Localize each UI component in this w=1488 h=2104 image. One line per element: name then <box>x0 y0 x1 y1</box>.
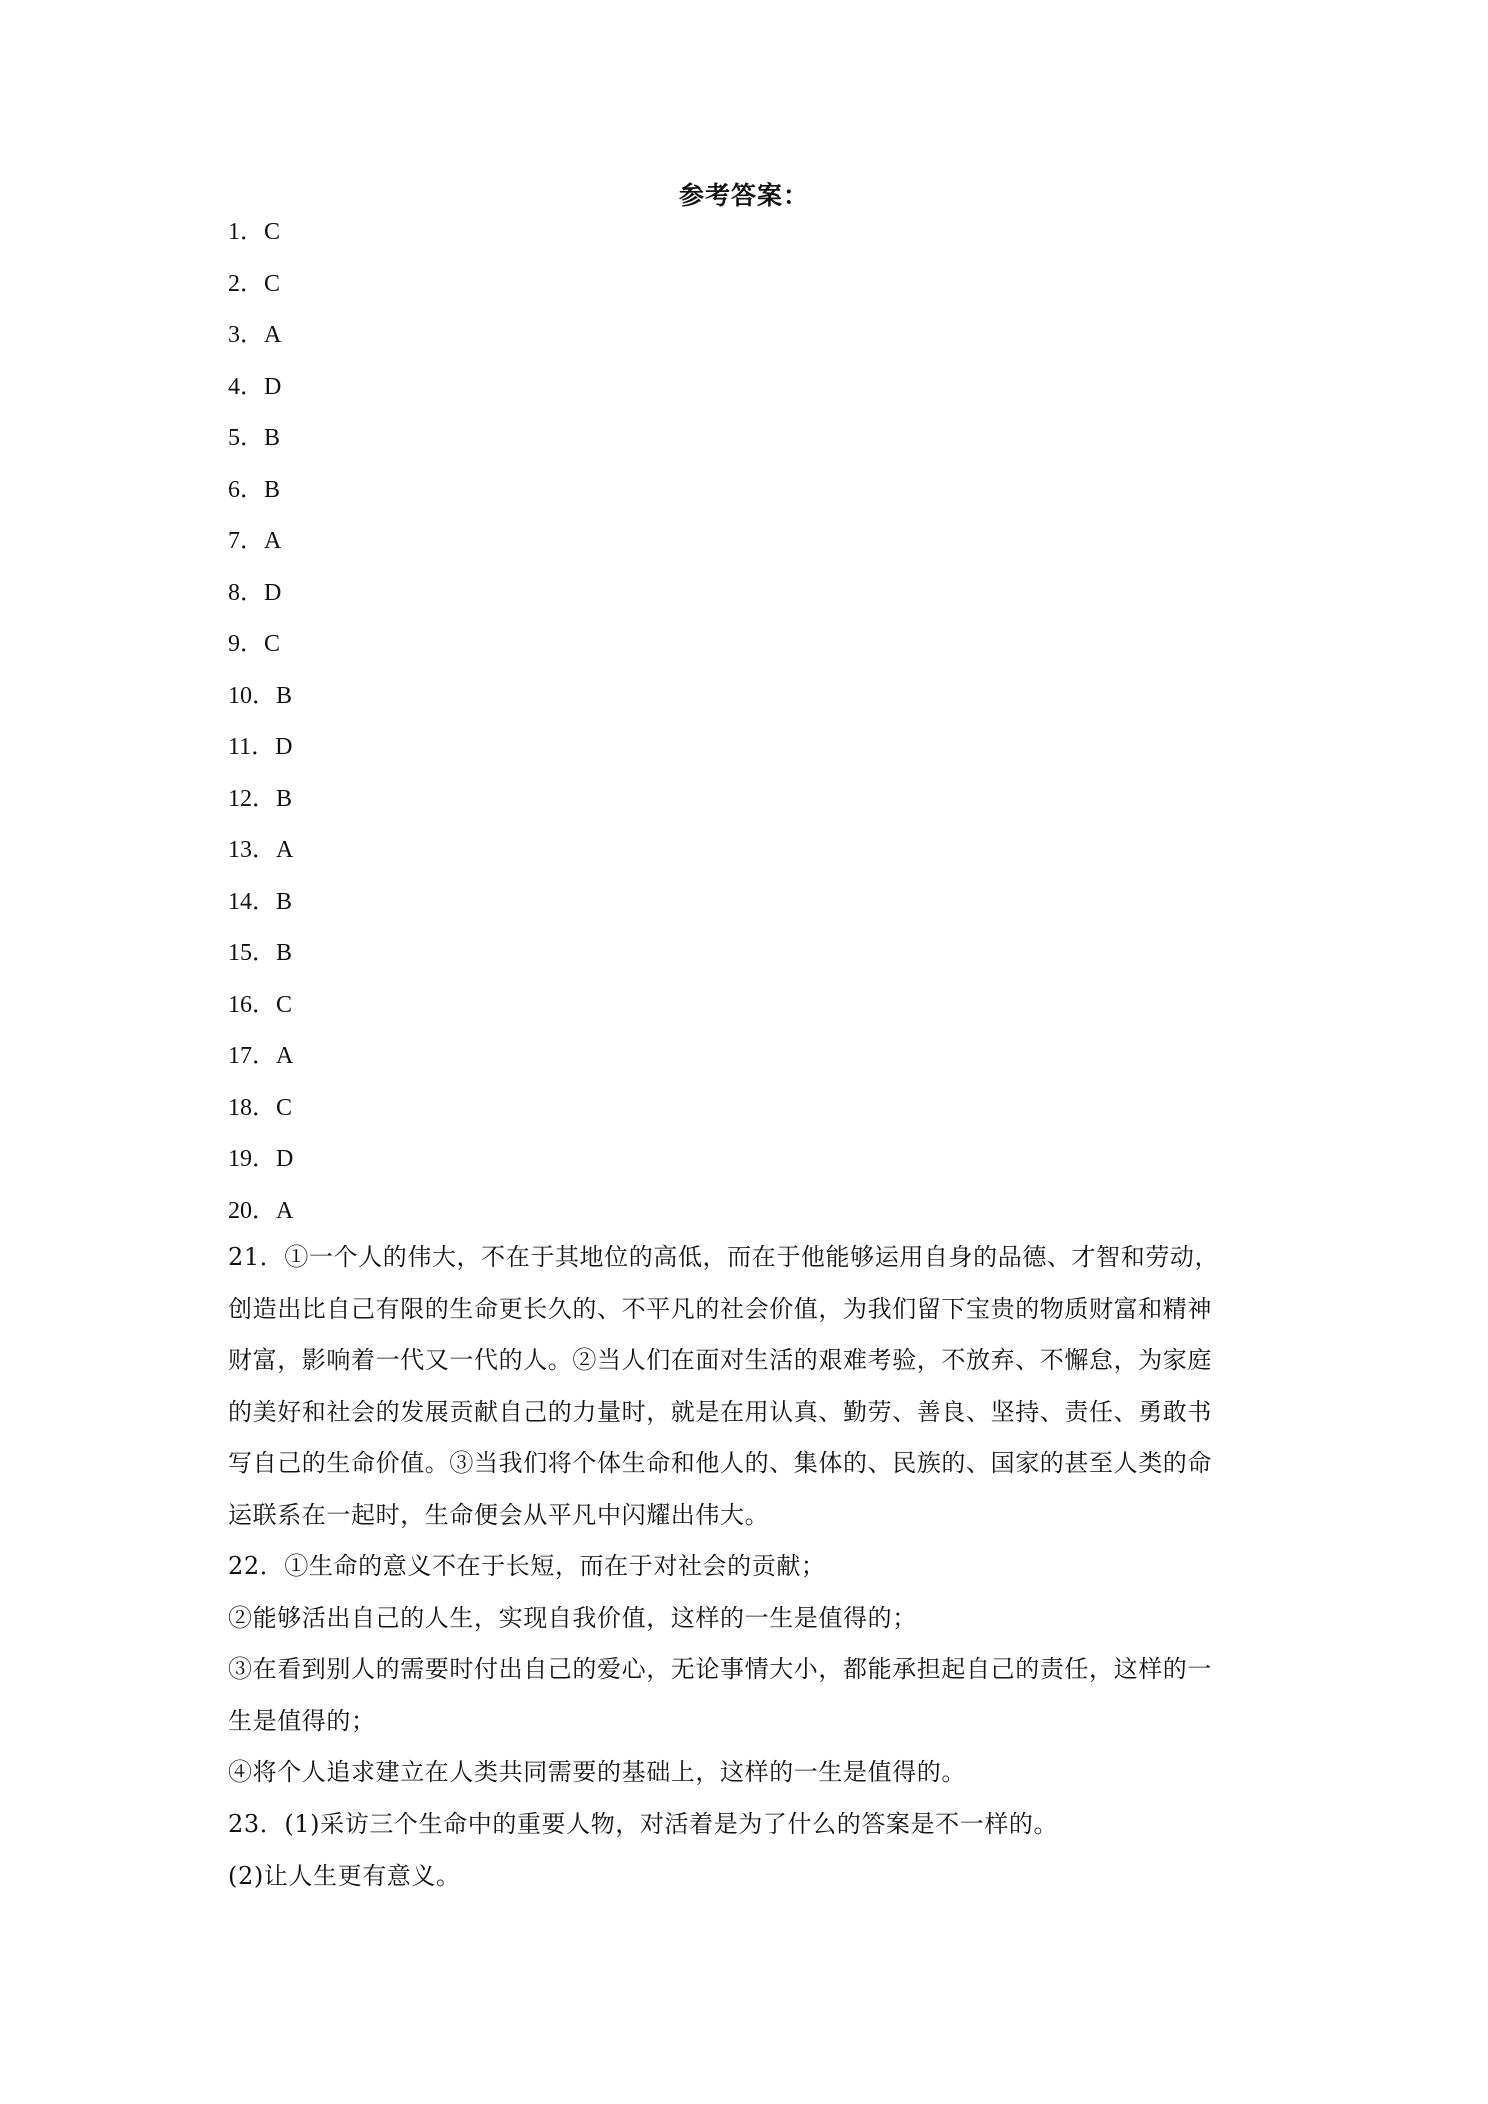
answer-22-line: 生是值得的； <box>228 1706 376 1735</box>
answer-item: 3．A <box>228 322 282 348</box>
answer-item: 14．B <box>228 888 293 915</box>
answer-21-line: 的美好和社会的发展贡献自己的力量时，就是在用认真、勤劳、善良、坚持、责任、勇敢书 <box>228 1397 1212 1426</box>
answer-item: 8．D <box>228 579 282 606</box>
answer-item: 5．B <box>228 425 281 451</box>
answer-21-line: 创造出比自己有限的生命更长久的、不平凡的社会价值，为我们留下宝贵的物质财富和精神 <box>228 1294 1212 1323</box>
answer-item: 16．C <box>228 991 293 1018</box>
answer-item: 20．A <box>228 1197 294 1224</box>
short-answer-list <box>228 214 293 1244</box>
answer-21-line: 写自己的生命价值。③当我们将个体生命和他人的、集体的、民族的、国家的甚至人类的命 <box>228 1449 1212 1477</box>
answer-item: 1．C <box>228 219 281 245</box>
answer-23 <box>228 1799 1273 1902</box>
answer-item: 4．D <box>228 373 282 400</box>
answer-item: 18．C <box>228 1094 293 1121</box>
answer-21 <box>228 1232 1273 1541</box>
answer-23-line: 23．(1)采访三个生命中的重要人物，对活着是为了什么的答案是不一样的。 <box>228 1810 1059 1838</box>
answer-21-line: 21．①一个人的伟大，不在于其地位的高低，而在于他能够运用自身的品德、才智和劳动， <box>228 1243 1220 1271</box>
answer-item: 17．A <box>228 1043 294 1069</box>
answer-22 <box>228 1541 1273 1799</box>
answer-item: 2．C <box>228 270 281 297</box>
answer-item: 11．D <box>228 734 293 760</box>
answer-22-line: ③在看到别人的需要时付出自己的爱心，无论事情大小，都能承担起自己的责任，这样的一 <box>228 1655 1212 1683</box>
answer-item: 7．A <box>228 528 282 554</box>
page-title: 参考答案： <box>678 181 809 210</box>
answer-item: 9．C <box>228 631 281 657</box>
answer-21-line: 运联系在一起时，生命便会从平凡中闪耀出伟大。 <box>228 1500 770 1529</box>
answer-item: 13．A <box>228 837 294 863</box>
answer-21-line: 财富，影响着一代又一代的人。②当人们在面对生活的艰难考验，不放弃、不懈怠，为家庭 <box>228 1346 1212 1374</box>
answer-item: 10．B <box>228 682 293 709</box>
answer-item: 19．D <box>228 1146 294 1172</box>
answer-item: 6．B <box>228 476 281 503</box>
answer-22-line: 22．①生命的意义不在于长短，而在于对社会的贡献； <box>228 1552 826 1580</box>
answer-22-line: ②能够活出自己的人生，实现自我价值，这样的一生是值得的； <box>228 1603 917 1632</box>
answer-22-line: ④将个人追求建立在人类共同需要的基础上，这样的一生是值得的。 <box>228 1758 966 1786</box>
answer-item: 12．B <box>228 785 293 812</box>
answer-23-line: (2)让人生更有意义。 <box>228 1861 461 1890</box>
answer-item: 15．B <box>228 940 293 966</box>
